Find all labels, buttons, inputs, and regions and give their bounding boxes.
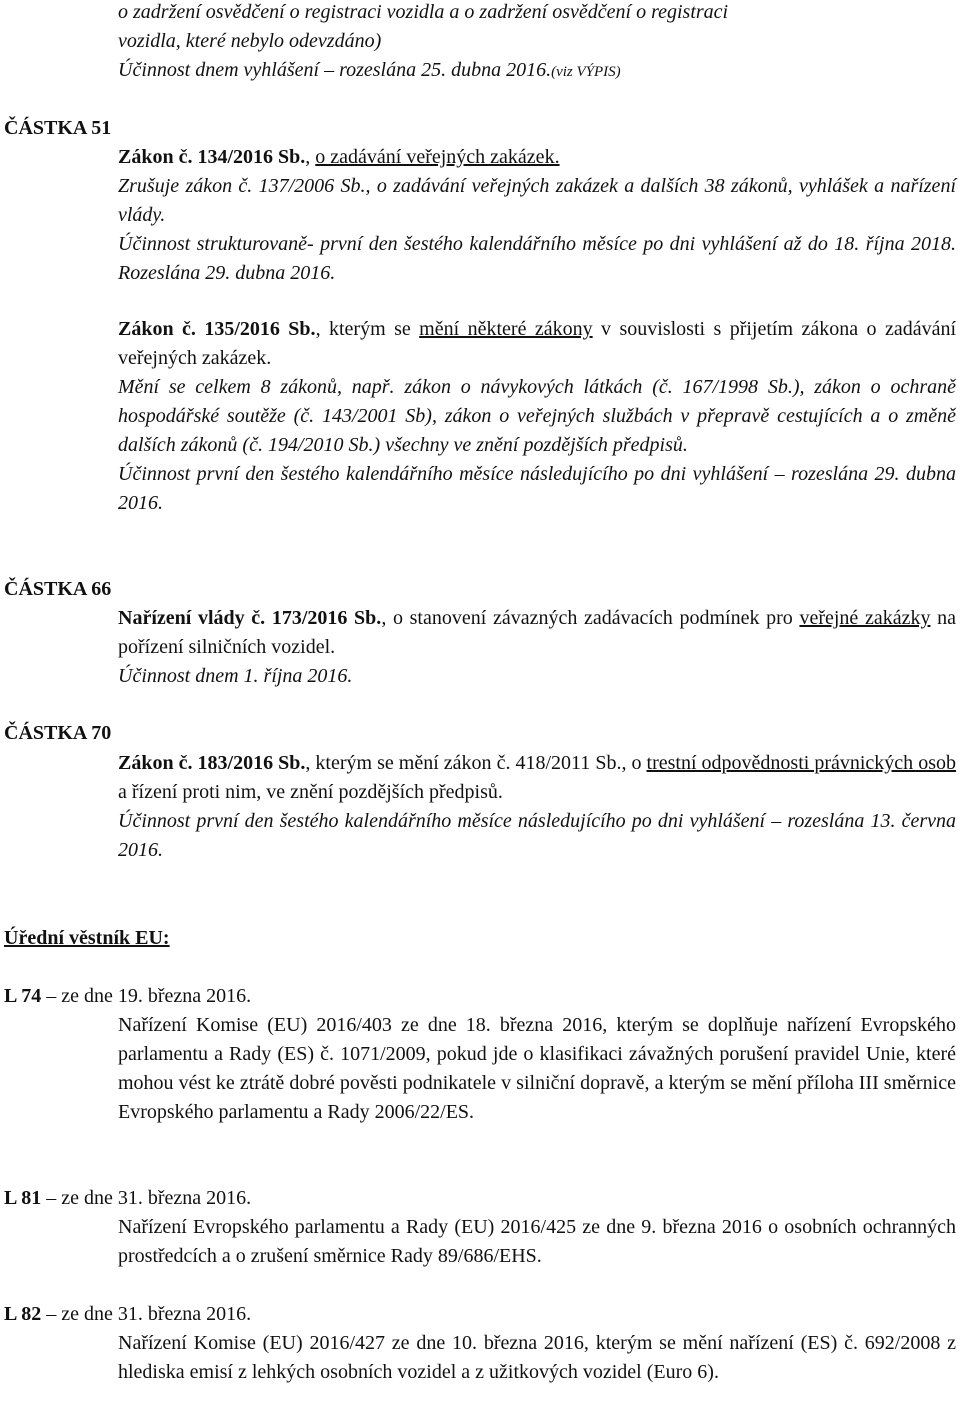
eu-entry-code: L 81 xyxy=(4,1187,42,1209)
eu-journal-heading: Úřední věstník EU: xyxy=(4,927,170,949)
extract-note: (viz VÝPIS) xyxy=(551,64,621,80)
law-135-amends: Mění se celkem 8 zákonů, např. zákon o návykových látkách (č. 167/1998 Sb.), zákon o ochraně hospodářské soutěže (č. 143/2001 Sb), zákon o veřejných službách v přepravě cestujících a o změně dalších zákonů (č. 194/2010 Sb.) všechny ve znění pozdějších předpisů. xyxy=(118,376,956,456)
law-183-link[interactable]: trestní odpovědnosti právnických osob xyxy=(646,752,957,774)
intro-effect: Účinnost dnem vyhlášení – rozeslána 25. dubna 2016.(viz VÝPIS) xyxy=(118,59,621,81)
eu-entry-text: Nařízení Komise (EU) 2016/427 ze dne 10. března 2016, kterým se mění nařízení (ES) č. 692/2008 z hlediska emisí z lehkých osobních vozidel a z užitkových vozidel (Euro 6). xyxy=(118,1332,956,1383)
regulation-173-effect: Účinnost dnem 1. října 2016. xyxy=(118,665,353,687)
eu-entry-header: L 81 – ze dne 31. března 2016. xyxy=(4,1187,252,1209)
law-134-title: Zákon č. 134/2016 Sb. xyxy=(118,146,306,168)
castka-51-heading: ČÁSTKA 51 xyxy=(4,117,112,139)
law-135-2016 xyxy=(0,315,960,518)
eu-entry-l74 xyxy=(0,982,960,1127)
intro-line-1: o zadržení osvědčení o registraci vozidla a o zadržení osvědčení o registraci xyxy=(118,1,729,23)
law-134-2016 xyxy=(0,143,960,288)
intro-section xyxy=(0,0,960,87)
intro-line-2: vozidla, které nebylo odevzdáno) xyxy=(118,30,382,52)
eu-entry-header: L 74 – ze dne 19. března 2016. xyxy=(4,985,252,1007)
law-134-effect: Účinnost strukturovaně- první den šestého kalendářního měsíce po dni vyhlášení až do 18. října 2018. Rozeslána 29. dubna 2016. xyxy=(118,233,956,284)
law-183-title-line: Zákon č. 183/2016 Sb., kterým se mění zákon č. 418/2011 Sb., o trestní odpovědnosti právnických osob a řízení proti nim, ve znění pozdějších předpisů. xyxy=(118,752,957,803)
law-135-title: Zákon č. 135/2016 Sb. xyxy=(118,318,316,340)
castka-70-heading: ČÁSTKA 70 xyxy=(4,722,112,744)
eu-entry-text: Nařízení Evropského parlamentu a Rady (EU) 2016/425 ze dne 9. března 2016 o osobních ochranných prostředcích a o zrušení směrnice Rady 89/686/EHS. xyxy=(118,1216,956,1267)
law-134-desc-link[interactable]: o zadávání veřejných zakázek. xyxy=(315,146,560,168)
law-183-effect: Účinnost první den šestého kalendářního měsíce následujícího po dni vyhlášení – rozeslána 13. června 2016. xyxy=(118,810,956,861)
eu-entry-code: L 82 xyxy=(4,1303,42,1325)
regulation-173-2016 xyxy=(0,604,960,691)
law-134-repeal: Zrušuje zákon č. 137/2006 Sb., o zadávání veřejných zakázek a dalších 38 zákonů, vyhlášek a nařízení vlády. xyxy=(118,175,956,226)
regulation-173-title-line: Nařízení vlády č. 173/2016 Sb., o stanovení závazných zadávacích podmínek pro veřejné zakázky na pořízení silničních vozidel. xyxy=(118,607,956,658)
eu-entry-code: L 74 xyxy=(4,985,42,1007)
regulation-173-link[interactable]: veřejné zakázky xyxy=(799,607,931,629)
eu-entry-header: L 82 – ze dne 31. března 2016. xyxy=(4,1303,252,1325)
eu-entry-l81 xyxy=(0,1184,960,1271)
eu-entry-l82 xyxy=(0,1300,960,1387)
law-134-title-line: Zákon č. 134/2016 Sb., o zadávání veřejných zakázek. xyxy=(118,146,560,168)
law-135-link[interactable]: mění některé zákony xyxy=(419,318,593,340)
law-135-title-line: Zákon č. 135/2016 Sb., kterým se mění některé zákony v souvislosti s přijetím zákona o zadávání veřejných zakázek. xyxy=(118,318,957,369)
law-183-2016 xyxy=(0,749,960,865)
law-183-title: Zákon č. 183/2016 Sb. xyxy=(118,752,306,774)
law-135-effect: Účinnost první den šestého kalendářního měsíce následujícího po dni vyhlášení – rozeslána 29. dubna 2016. xyxy=(118,463,956,514)
eu-entry-text: Nařízení Komise (EU) 2016/403 ze dne 18. března 2016, kterým se doplňuje nařízení Evropského parlamentu a Rady (ES) č. 1071/2009, pokud jde o klasifikaci závažných porušení pravidel Unie, které mohou vést ke ztrátě dobré pověsti podnikatele v silniční dopravě, a kterým se mění příloha III směrnice Evropského parlamentu a Rady 2006/22/ES. xyxy=(118,1014,956,1123)
regulation-173-title: Nařízení vlády č. 173/2016 Sb. xyxy=(118,607,382,629)
castka-66-heading: ČÁSTKA 66 xyxy=(4,578,112,600)
